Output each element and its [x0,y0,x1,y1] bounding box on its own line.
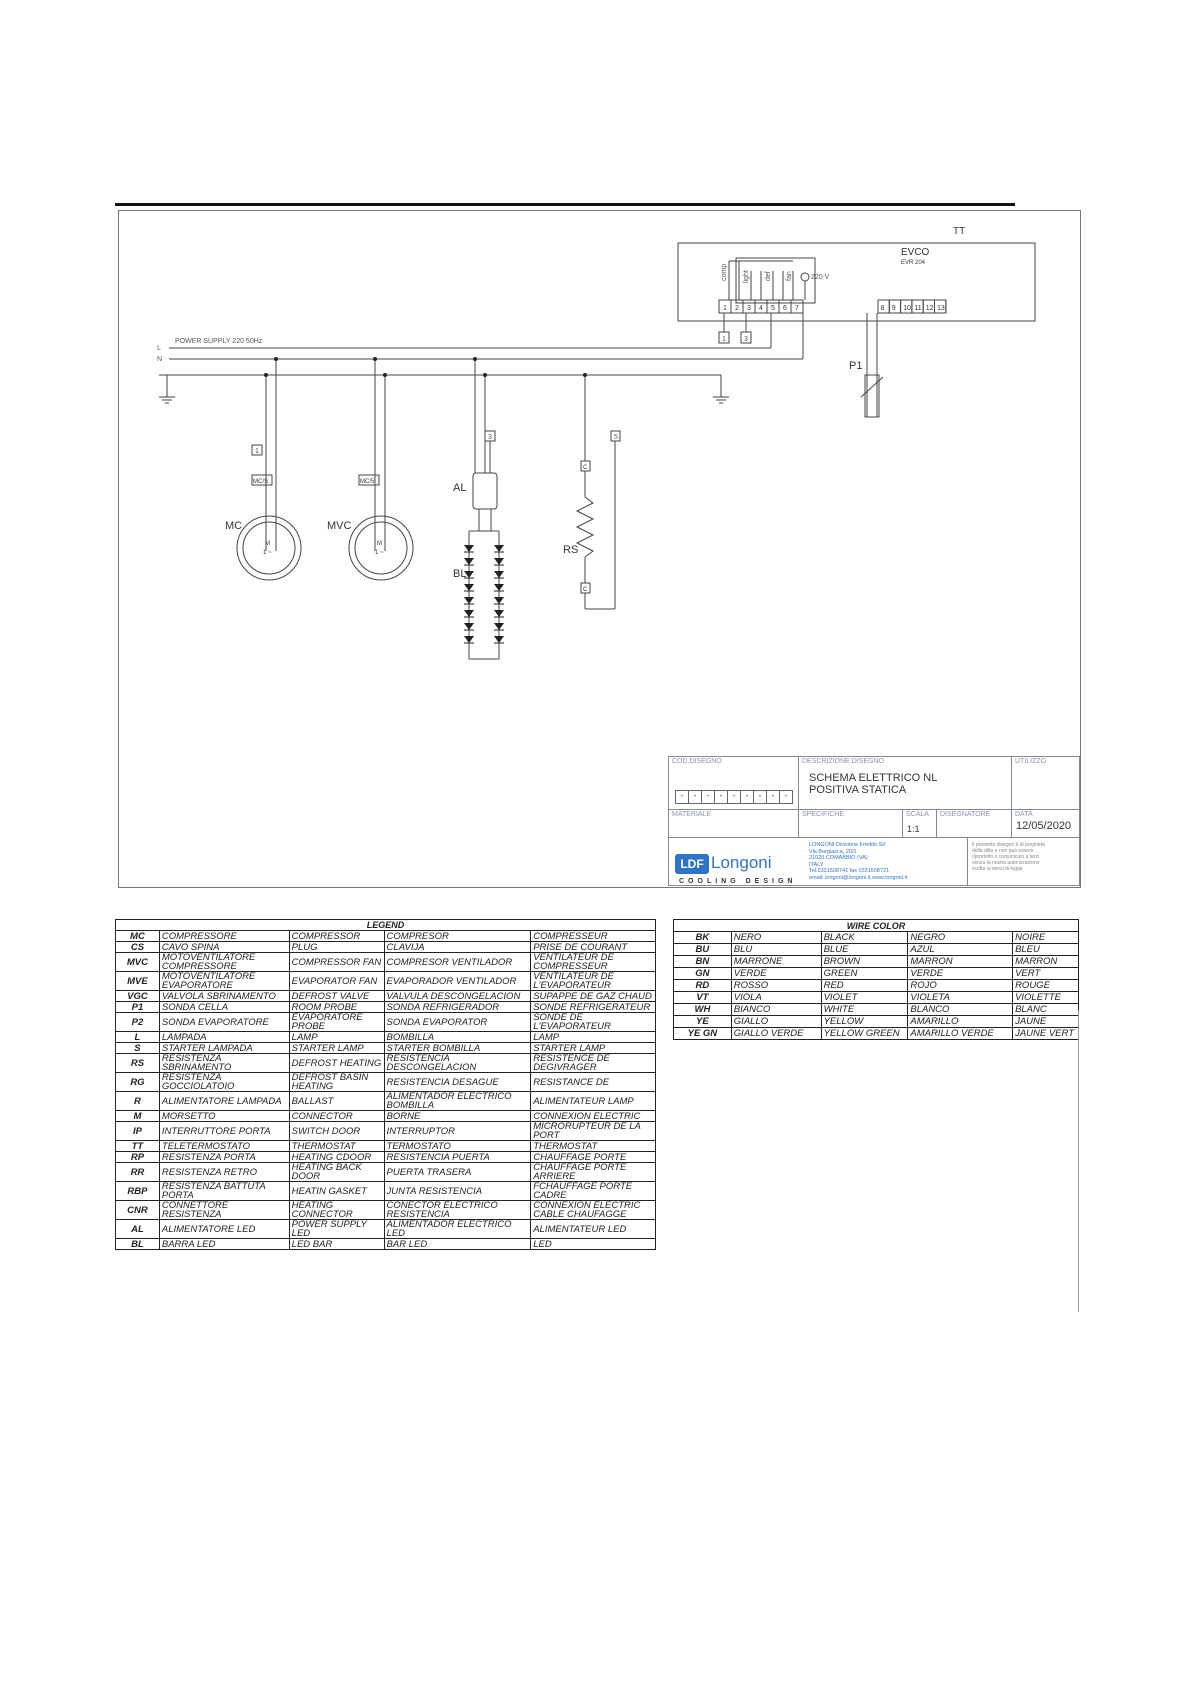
led-diode [464,636,474,643]
wire-color-row-code: GN [674,968,732,980]
specifiche-cell [798,809,903,838]
legend-row-cell: DEFROST BASIN HEATING [289,1073,384,1092]
legend-row-cell: TELETERMOSTATO [159,1141,289,1152]
legend-row [116,1141,656,1152]
legend-row [116,1002,656,1013]
legend-row-code: IP [116,1122,160,1141]
company-address: LONGONI Divisione Freddo Srl Via Borgiasca, 20/1 21020 COMABBIO (VA) ITALY Tel.0331508741 fax 0331508721 email: longoni@longoni.it www.longoni.it [809,842,908,881]
legend-row-cell: CLAVIJA [384,942,531,953]
disegnatore-cell [936,809,1012,838]
legend-row-cell: HEATING BACK DOOR [289,1163,384,1182]
legend-row-cell: LAMP [531,1032,656,1043]
wire-color-row-cell: BLEU [1013,944,1079,956]
wire-color-row-cell: VIOLETTE [1013,992,1079,1004]
wire-color-row-cell: AMARILLO [908,1016,1013,1028]
legend-row-cell: COMPRESSOR [289,931,384,942]
legend-row-cell: LED BAR [289,1239,384,1250]
legend-row-cell: COMPRESOR VENTILADOR [384,953,531,972]
wire-color-row [674,1028,1079,1040]
mc-motor-phase: 1 ~ [263,550,272,556]
wire-color-row-code: WH [674,1004,732,1016]
terminal-number: 7 [795,305,799,312]
legend-row-cell: PRISE DE COURANT [531,942,656,953]
wire-color-row-cell: GIALLO VERDE [731,1028,821,1040]
led-diode [494,610,504,617]
legend-row-cell: COMPRESSORE [159,931,289,942]
legend-row [116,1043,656,1054]
wire-color-row-cell: AZUL [908,944,1013,956]
legend-row-code: P1 [116,1002,160,1013]
legend-row-cell: RESISTENZA BATTUTA PORTA [159,1182,289,1201]
wire-color-row [674,992,1079,1004]
wire-color-row-code: BN [674,956,732,968]
legend-row-cell: MICRORUPTEUR DE LA PORT [531,1122,656,1141]
legend-row-cell: RESISTENZA RETRO [159,1163,289,1182]
wire-color-row-cell: VIOLET [821,992,908,1004]
code-cell: - [714,790,728,804]
wire-color-row-cell: GIALLO [731,1016,821,1028]
descrizione-cell [798,756,1012,810]
legend-row [116,1122,656,1141]
rs-label: RS [563,544,579,556]
mc-motor-symbol [237,516,301,580]
legend-row-cell: MOTOVENTILATORE EVAPORATORE [159,972,289,991]
legend-row [116,1092,656,1111]
legend-row-cell: EVAPORADOR VENTILADOR [384,972,531,991]
legend-row-cell: VENTILATEUR DE L'EVAPORATEUR [531,972,656,991]
led-diode [494,558,504,565]
legend-row-code: MC [116,931,160,942]
legend-row-cell: SUPAPPE DE GAZ CHAUD [531,991,656,1002]
legend-row-code: RBP [116,1182,160,1201]
terminal-number: 13 [937,305,945,312]
legend-row-cell: COMPRESSEUR [531,931,656,942]
legend-row-cell: HEATING CDOOR [289,1152,384,1163]
logo-name: Longoni [711,853,772,872]
relay-def-label: def [765,271,772,281]
legend-row-cell: RESISTENCIA DESAGUE [384,1073,531,1092]
terminal-number: 11 [914,305,922,312]
wire-color-row-cell: MARRON [908,956,1013,968]
legend-row-code: AL [116,1220,160,1239]
wire-color-row-cell: BLACK [821,932,908,944]
materiale-label: MATERIALE [672,811,712,818]
wire-color-row-cell: ROJO [908,980,1013,992]
ownership-notice: Il presente disegno è di proprietà della ditta e non può essere riprodotto o comunicato a terzi senza la nostra autorizzazione scritta ai sensi di legge [972,842,1045,872]
wire-color-row-cell: WHITE [821,1004,908,1016]
legend-row-cell: HEATING CONNECTOR [289,1201,384,1220]
wire-color-row-cell: NOIRE [1013,932,1079,944]
legend-row-code: VGC [116,991,160,1002]
line-n-label: N [157,356,163,363]
legend-row-code: M [116,1111,160,1122]
legend-row-code: TT [116,1141,160,1152]
bl-led-bar [464,545,504,643]
scala-cell [902,809,937,838]
rs-resistor [577,497,593,557]
legend-row-code: RG [116,1073,160,1092]
legend-row-cell: CHAUFFAGE PORTE [531,1152,656,1163]
legend-row-cell: RESISTANCE DE [531,1073,656,1092]
bl-label: BL [453,568,467,580]
legend-row [116,972,656,991]
utilizzo-label: UTILIZZO [1015,758,1047,765]
tag-rs-5: 5 [614,434,618,441]
terminal-number: 2 [735,305,739,312]
tag-3: 3 [744,336,748,343]
line-l-label: L [157,345,161,352]
terminal-number: 8 [880,305,885,312]
legend-title: LEGEND [116,920,656,931]
legend-row [116,991,656,1002]
descrizione-line1: SCHEMA ELETTRICO NL [809,772,938,784]
evco-controller-box [678,243,1035,321]
mvc-motor-text: M [377,541,382,547]
relay-light-label: light [743,270,750,283]
legend-row-cell: PLUG [289,942,384,953]
led-diode [464,545,474,552]
data-cell [1011,809,1080,838]
legend-row-cell: COMPRESSOR FAN [289,953,384,972]
wire-color-row-cell: VIOLA [731,992,821,1004]
wire-color-row [674,1016,1079,1028]
code-cell: - [753,790,767,804]
legend-row [116,1220,656,1239]
legend-row-cell: VALVULA DESCONGELACION [384,991,531,1002]
legend-row-cell: MORSETTO [159,1111,289,1122]
led-diode [464,610,474,617]
wire-color-row-cell: NERO [731,932,821,944]
descrizione-line2: POSITIVA STATICA [809,784,907,796]
wire-color-row-cell: VIOLETA [908,992,1013,1004]
legend-row-cell: JUNTA RESISTENCIA [384,1182,531,1201]
legend-row-cell: INTERRUPTOR [384,1122,531,1141]
wire-color-row-cell: NEGRO [908,932,1013,944]
legend-row-cell: COMPRESOR [384,931,531,942]
wire-color-row-cell: VERT [1013,968,1079,980]
wire-color-row-cell: ROSSO [731,980,821,992]
scala-value: 1:1 [907,824,920,834]
tag-c-top: C [583,465,588,471]
title-block [668,756,1080,886]
legend-row-code: R [116,1092,160,1111]
led-diode [464,597,474,604]
tag-mcs: MC/S [253,479,268,485]
legend-row-cell: SONDE REFRIGERATEUR [531,1002,656,1013]
wire-color-row-cell: VERDE [731,968,821,980]
terminal-number: 9 [891,305,896,312]
legend-row-cell: POWER SUPPLY LED [289,1220,384,1239]
top-rule [115,203,1015,206]
legend-row-cell: EVAPORATOR FAN [289,972,384,991]
legend-row-cell: CONNEXION ELECTRIC [531,1111,656,1122]
legend-row-cell: THERMOSTAT [289,1141,384,1152]
wire-color-row-cell: BIANCO [731,1004,821,1016]
wire-color-row [674,932,1079,944]
legend-row [116,1182,656,1201]
code-cell: - [766,790,780,804]
legend-row-code: MVE [116,972,160,991]
wire-color-row-cell: RED [821,980,908,992]
legend-row-cell: TERMOSTATO [384,1141,531,1152]
wire-color-row-cell: YELLOW [821,1016,908,1028]
legend-row-cell: LAMPADA [159,1032,289,1043]
wire-color-row-cell: GREEN [821,968,908,980]
utilizzo-cell [1011,756,1080,810]
legend-row-code: S [116,1043,160,1054]
wire-color-row-cell: BLANC [1013,1004,1079,1016]
legend-row-code: CS [116,942,160,953]
legend-row-cell: ALIMENTATEUR LAMP [531,1092,656,1111]
tag-al-3: 3 [488,434,492,441]
legend-row-cell: SONDA REFRIGERADOR [384,1002,531,1013]
al-power-supply [473,473,497,509]
legend-row-cell: SONDE DE L'EVAPORATEUR [531,1013,656,1032]
legend-row [116,1013,656,1032]
wire-color-row [674,956,1079,968]
terminal-number: 10 [903,305,911,312]
wire-color-row-code: BK [674,932,732,944]
terminal-number: 1 [723,305,727,312]
wire-color-row-cell: BROWN [821,956,908,968]
disegnatore-label: DISEGNATORE [940,811,991,818]
wire-color-row-cell: ROUGE [1013,980,1079,992]
led-diode [494,636,504,643]
legend-row-cell: BOMBILLA [384,1032,531,1043]
relay-fan-label: fan [786,271,793,281]
legend-row-code: RP [116,1152,160,1163]
code-cell: - [688,790,702,804]
legend-row-cell: SONDA EVAPORATORE [159,1013,289,1032]
data-value: 12/05/2020 [1016,820,1072,832]
legend-row-cell: VALVOLA SBRINAMENTO [159,991,289,1002]
legend-row [116,1032,656,1043]
scala-label: SCALA [906,811,929,818]
legend-row [116,953,656,972]
legend-row-cell: RESISTENZA GOCCIOLATOIO [159,1073,289,1092]
legend-row-cell: RESISTENCIA DESCONGELACION [384,1054,531,1073]
wire-color-row-code: YE [674,1016,732,1028]
led-diode [464,623,474,630]
code-cell: - [675,790,689,804]
legend-row-cell: ALIMENTATEUR LED [531,1220,656,1239]
legend-row-cell: CONNEXION ELECTRIC CABLE CHAUFAGGE [531,1201,656,1220]
wire-color-row-cell: MARRON [1013,956,1079,968]
p1-label: P1 [849,360,863,372]
legend-row-cell: THERMOSTAT [531,1141,656,1152]
legend-row-cell: RESISTENZA PORTA [159,1152,289,1163]
legend-row-cell: BORNE [384,1111,531,1122]
wire-color-row-code: VT [674,992,732,1004]
legend-row-cell: SONDA CELLA [159,1002,289,1013]
led-diode [494,545,504,552]
legend-row-cell: ALIMENTATORE LAMPADA [159,1092,289,1111]
legend-row-cell: DEFROST VALVE [289,991,384,1002]
wire-color-row-cell: VERDE [908,968,1013,980]
longoni-logo [673,846,803,890]
wire-color-row-code: YE GN [674,1028,732,1040]
legend-row-cell: LAMP [289,1032,384,1043]
legend-row-cell: STARTER LAMPADA [159,1043,289,1054]
tag-c-bottom: C [583,587,588,593]
legend-row-code: RR [116,1163,160,1182]
legend-row [116,942,656,953]
mvc-motor-phase: 1 ~ [375,550,384,556]
wire-color-table [673,919,1079,1040]
legend-row [116,1239,656,1250]
wire-color-row-cell: BLANCO [908,1004,1013,1016]
wire-color-row [674,980,1079,992]
legend-row-cell: CONNECTOR [289,1111,384,1122]
legend-row-code: BL [116,1239,160,1250]
legend-row-cell: SONDA EVAPORATOR [384,1013,531,1032]
legend-row-cell: ALIMENTADOR ELECTRICO LED [384,1220,531,1239]
terminal-number: 6 [783,305,787,312]
legend-row-cell: BAR LED [384,1239,531,1250]
mvc-label: MVC [327,520,352,532]
descrizione-label: DESCRIZIONE DISEGNO [802,758,885,765]
wire-color-row-cell: MARRONE [731,956,821,968]
code-cell: - [779,790,793,804]
legend-row-cell: SWITCH DOOR [289,1122,384,1141]
legend-row-cell: RESISTENCIA PUERTA [384,1152,531,1163]
code-cell: - [740,790,754,804]
wire-color-row-code: RD [674,980,732,992]
terminal-number: 5 [771,305,775,312]
evco-model: EVR 204 [901,260,926,266]
materiale-cell [668,809,799,838]
data-label: DATA [1015,811,1033,818]
legend-row-cell: EVAPORATORE PROBE [289,1013,384,1032]
legend-row-code: L [116,1032,160,1043]
cod-disegno-cell [668,756,799,810]
legend-row-code: P2 [116,1013,160,1032]
legend-row-cell: RESISTENCE DE DEGIVRAGER [531,1054,656,1073]
legend-row [116,1152,656,1163]
legend-row-cell: STARTER LAMP [531,1043,656,1054]
wire-color-row [674,944,1079,956]
legend-row-cell: ROOM PROBE [289,1002,384,1013]
wire-color-row [674,968,1079,980]
legend-row-cell: ALIMENTATORE LED [159,1220,289,1239]
wire-color-row-cell: JAUNE VERT [1013,1028,1079,1040]
legend-row-cell: STARTER LAMP [289,1043,384,1054]
legend-row-cell: CHAUFFAGE PORTE ARRIERE [531,1163,656,1182]
legend-row-cell: ALIMENTADOR ELECTRICO BOMBILLA [384,1092,531,1111]
terminal-number: 12 [925,305,934,312]
legend-row-code: RS [116,1054,160,1073]
legend-row-code: CNR [116,1201,160,1220]
cod-disegno-label: COD.DISEGNO [672,758,722,765]
legend-row-cell: VENTILATEUR DE COMPRESSEUR [531,953,656,972]
led-diode [494,584,504,591]
power-supply-label: POWER SUPPLY 220 50Hz [175,338,263,345]
wire-color-row-cell: JAUNE [1013,1016,1079,1028]
wire-color-row [674,1004,1079,1016]
legend-row-cell: FCHAUFFAGE PORTE CADRE [531,1182,656,1201]
legend-row-cell: CONECTOR ELECTRICO RESISTENCIA [384,1201,531,1220]
evco-brand: EVCO [901,247,930,258]
legend-row-cell: STARTER BOMBILLA [384,1043,531,1054]
code-cell: - [701,790,715,804]
code-cell: - [727,790,741,804]
wire-color-title: WIRE COLOR [674,920,1079,932]
legend-table [115,919,656,1250]
wire-color-row-cell: BLU [731,944,821,956]
legend-row-cell: RESISTENZA SBRINAMENTO [159,1054,289,1073]
legend-row-cell: DEFROST HEATING [289,1054,384,1073]
code-boxes [675,790,792,804]
legend-row-cell: BALLAST [289,1092,384,1111]
legend-row [116,1073,656,1092]
logo-subtitle: COOLING DESIGN [679,878,797,885]
specifiche-label: SPECIFICHE [802,811,845,818]
led-diode [494,623,504,630]
tag-1: 1 [722,336,726,343]
legend-row-cell: CONNETTORE RESISTENZA [159,1201,289,1220]
supply-220-label: 220 V [811,274,830,281]
right-border-line [1078,1010,1079,1312]
legend-row [116,931,656,942]
wire-color-row-code: BU [674,944,732,956]
tag-mc-1: 1 [255,448,259,455]
legend-row [116,1054,656,1073]
legend-row-cell: MOTOVENTILATORE COMPRESSORE [159,953,289,972]
terminal-number: 4 [759,305,763,312]
legend-row-cell: CAVO SPINA [159,942,289,953]
wire-color-row-cell: BLUE [821,944,908,956]
led-diode [464,558,474,565]
mc-label: MC [225,520,243,532]
legend-row [116,1201,656,1220]
terminal-number: 3 [747,305,751,312]
legend-row-code: MVC [116,953,160,972]
terminal-numbers-left [719,300,803,313]
notice-cell [967,837,1080,886]
tt-label: TT [953,226,966,237]
mc-motor-text: M [265,541,270,547]
legend-row-cell: BARRA LED [159,1239,289,1250]
wire-color-row-cell: AMARILLO VERDE [908,1028,1013,1040]
logo-mark: LDF [675,854,709,874]
legend-row [116,1111,656,1122]
legend-row-cell: LED [531,1239,656,1250]
led-diode [494,597,504,604]
led-diode [494,571,504,578]
legend-row-cell: PUERTA TRASERA [384,1163,531,1182]
led-diode [464,584,474,591]
mvc-motor-symbol [349,516,413,580]
legend-row-cell: HEATIN GASKET [289,1182,384,1201]
relay-comp-label: comp [721,263,728,281]
al-label: AL [453,482,467,494]
legend-row [116,1163,656,1182]
company-cell [668,837,968,886]
tag-mc5: MC/5 [360,479,375,485]
terminal-numbers-right [878,300,946,313]
legend-row-cell: INTERRUTTORE PORTA [159,1122,289,1141]
wire-color-row-cell: YELLOW GREEN [821,1028,908,1040]
